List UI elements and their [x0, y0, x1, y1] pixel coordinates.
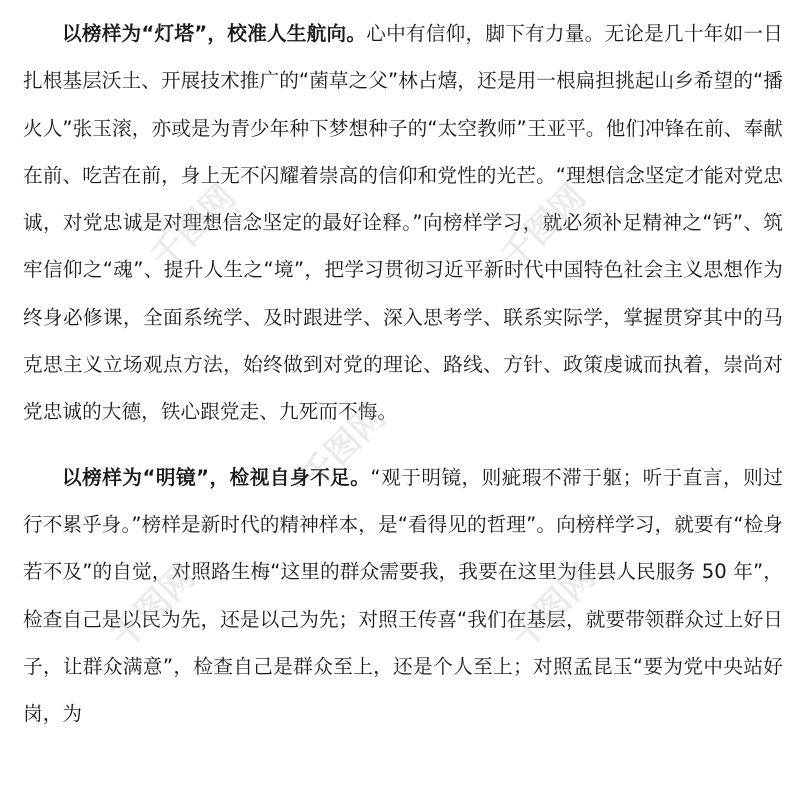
watermark: 千图网: [103, 556, 204, 658]
paragraph-mirror: [23, 454, 783, 738]
paragraph-lead: 以榜样为“灯塔”，校准人生航向。: [62, 22, 367, 45]
watermark: 千图网: [503, 556, 604, 658]
paragraph-lead: 以榜样为“明镜”，检视自身不足。: [62, 465, 371, 489]
watermark: 千图网: [293, 396, 394, 498]
watermark: 千图网: [143, 176, 244, 278]
paragraph-lighthouse: [23, 0, 783, 436]
document-page: [23, 0, 783, 800]
paragraph-body: “观于明镜，则疵瑕不滞于躯；听于直言，则过行不累乎身。”榜样是新时代的精神样本，是“看得见的哲理”。向榜样学习，就要有“检身若不及”的自觉，对照路生梅“这里的群众需要我，我要在这里为佳县人民服务 50 年”，检查自己是以民为先，还是以己为先；对照王传喜“我们在基层，就要带领群众过上好日子，让群众满意”，检查自己是群众至上，还是个人至上；对照孟昆玉“要为党中央站好岗，为: [23, 465, 783, 726]
watermark: 千图网: [493, 176, 594, 278]
paragraph-body: 心中有信仰，脚下有力量。无论是几十年如一日扎根基层沃土、开展技术推广的“菌草之父”林占熺，还是用一根扁担挑起山乡希望的“播火人”张玉滚，亦或是为青少年种下梦想种子的“太空教师”王亚平。他们冲锋在前、奉献在前、吃苦在前，身上无不闪耀着崇高的信仰和党性的光芒。“理想信念坚定才能对党忠诚，对党忠诚是对理想信念坚定的最好诠释。”向榜样学习，就必须补足精神之“钙”、筑牢信仰之“魂”、提升人生之“境”，把学习贯彻习近平新时代中国特色社会主义思想作为终身必修课，全面系统学、及时跟进学、深入思考学、联系实际学，掌握贯穿其中的马克思主义立场观点方法，始终做到对党的理论、路线、方针、政策虔诚而执着，崇尚对党忠诚的大德，铁心跟党走、九死而不悔。: [23, 22, 783, 424]
